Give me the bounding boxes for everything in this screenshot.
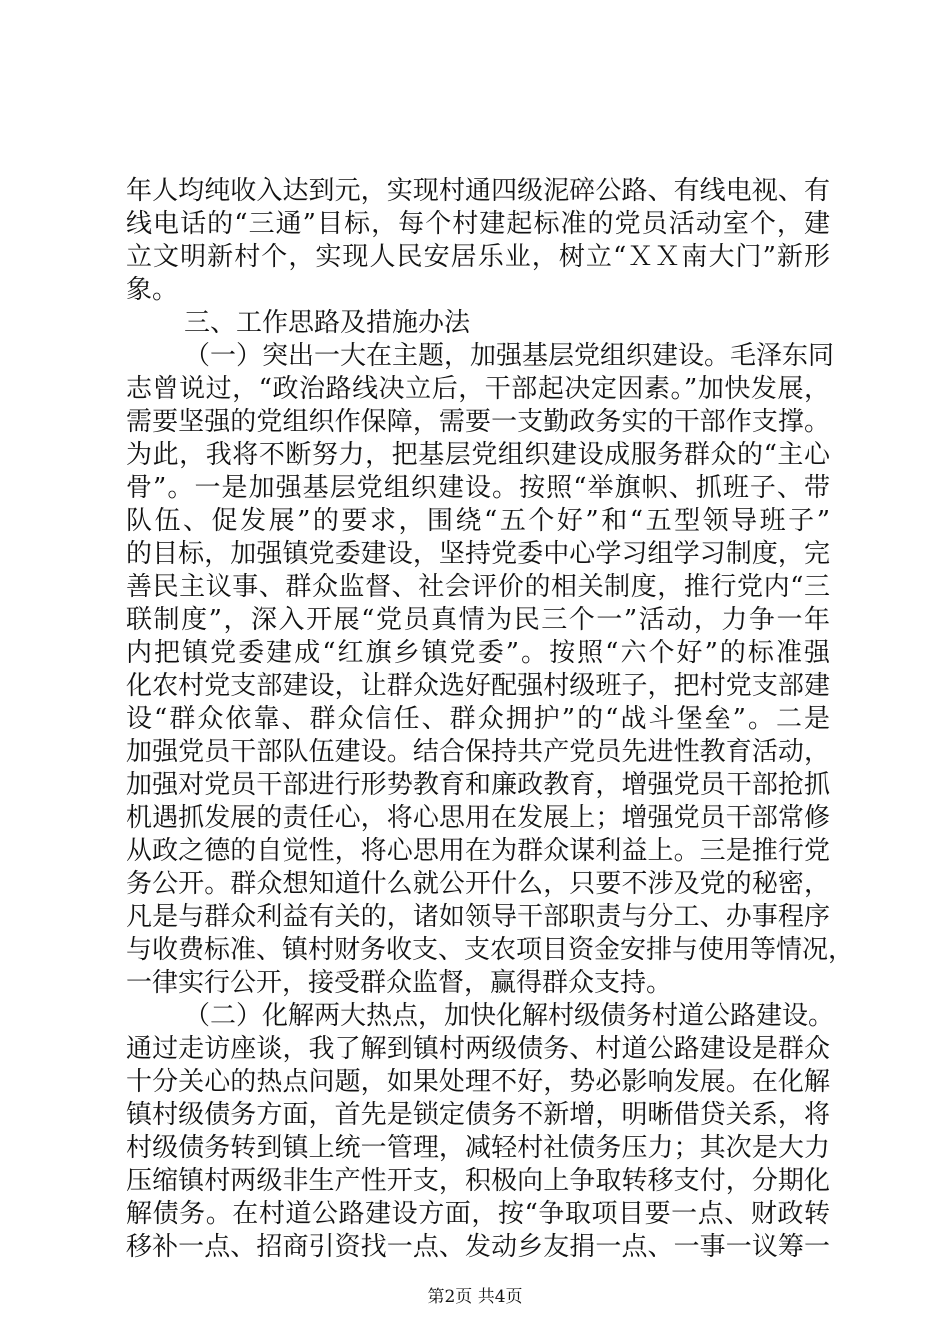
body-line: 骨”。一是加强基层党组织建设。按照“举旗帜、抓班子、带 xyxy=(126,473,830,503)
body-line: 通过走访座谈，我了解到镇村两级债务、村道公路建设是群众 xyxy=(126,1034,830,1064)
body-line: 的目标，加强镇党委建设，坚持党委中心学习组学习制度，完 xyxy=(126,539,830,569)
body-line: 为此，我将不断努力，把基层党组织建设成服务群众的“主心 xyxy=(126,440,830,470)
body-line: 移补一点、招商引资找一点、发动乡友捐一点、一事一议筹一 xyxy=(126,1232,830,1262)
body-line: 机遇抓发展的责任心，将心思用在发展上；增强党员干部常修 xyxy=(126,803,830,833)
subsection-heading-line: （一）突出一大在主题，加强基层党组织建设。毛泽东同 xyxy=(184,341,835,371)
body-line: 年人均纯收入达到元，实现村通四级泥碎公路、有线电视、有 xyxy=(126,176,830,206)
body-line: 加强党员干部队伍建设。结合保持共产党员先进性教育活动， xyxy=(126,737,830,767)
body-line: 凡是与群众利益有关的，诸如领导干部职责与分工、办事程序 xyxy=(126,902,830,932)
body-line: 一律实行公开，接受群众监督，赢得群众支持。 xyxy=(126,968,673,998)
body-line: 与收费标准、镇村财务收支、支农项目资金安排与使用等情况， xyxy=(126,935,855,965)
body-line: 加强对党员干部进行形势教育和廉政教育，增强党员干部抢抓 xyxy=(126,770,830,800)
body-line: 设“群众依靠、群众信任、群众拥护”的“战斗堡垒”。二是 xyxy=(126,704,830,734)
section-heading: 三、工作思路及措施办法 xyxy=(184,308,471,338)
body-line: 需要坚强的党组织作保障，需要一支勤政务实的干部作支撑。 xyxy=(126,407,830,437)
body-line: 联制度”，深入开展“党员真情为民三个一”活动，力争一年 xyxy=(126,605,830,635)
body-line: 镇村级债务方面，首先是锁定债务不新增，明晰借贷关系，将 xyxy=(126,1100,830,1130)
body-line: 务公开。群众想知道什么就公开什么，只要不涉及党的秘密， xyxy=(126,869,830,899)
body-line: 内把镇党委建成“红旗乡镇党委”。按照“六个好”的标准强 xyxy=(126,638,830,668)
body-line: 善民主议事、群众监督、社会评价的相关制度，推行党内“三 xyxy=(126,572,830,602)
page-number-footer: 第2页 共4页 xyxy=(427,1287,523,1307)
body-line: 村级债务转到镇上统一管理，减轻村社债务压力；其次是大力 xyxy=(126,1133,830,1163)
body-line: 解债务。在村道公路建设方面，按“争取项目要一点、财政转 xyxy=(126,1199,830,1229)
body-line: 压缩镇村两级非生产性开支，积极向上争取转移支付，分期化 xyxy=(126,1166,830,1196)
body-line: 线电话的“三通”目标，每个村建起标准的党员活动室个，建 xyxy=(126,209,830,239)
body-line: 化农村党支部建设，让群众选好配强村级班子，把村党支部建 xyxy=(126,671,830,701)
subsection-heading-line: （二）化解两大热点，加快化解村级债务村道公路建设。 xyxy=(184,1001,835,1031)
body-line: 立文明新村个，实现人民安居乐业，树立“ＸＸ南大门”新形 xyxy=(126,242,830,272)
body-line: 从政之德的自觉性，将心思用在为群众谋利益上。三是推行党 xyxy=(126,836,830,866)
body-line: 志曾说过，“政治路线决立后，干部起决定因素。”加快发展， xyxy=(126,374,830,404)
body-line: 象。 xyxy=(126,275,179,305)
body-line: 队伍、促发展”的要求，围绕“五个好”和“五型领导班子” xyxy=(126,506,830,536)
body-line: 十分关心的热点问题，如果处理不好，势必影响发展。在化解 xyxy=(126,1067,830,1097)
